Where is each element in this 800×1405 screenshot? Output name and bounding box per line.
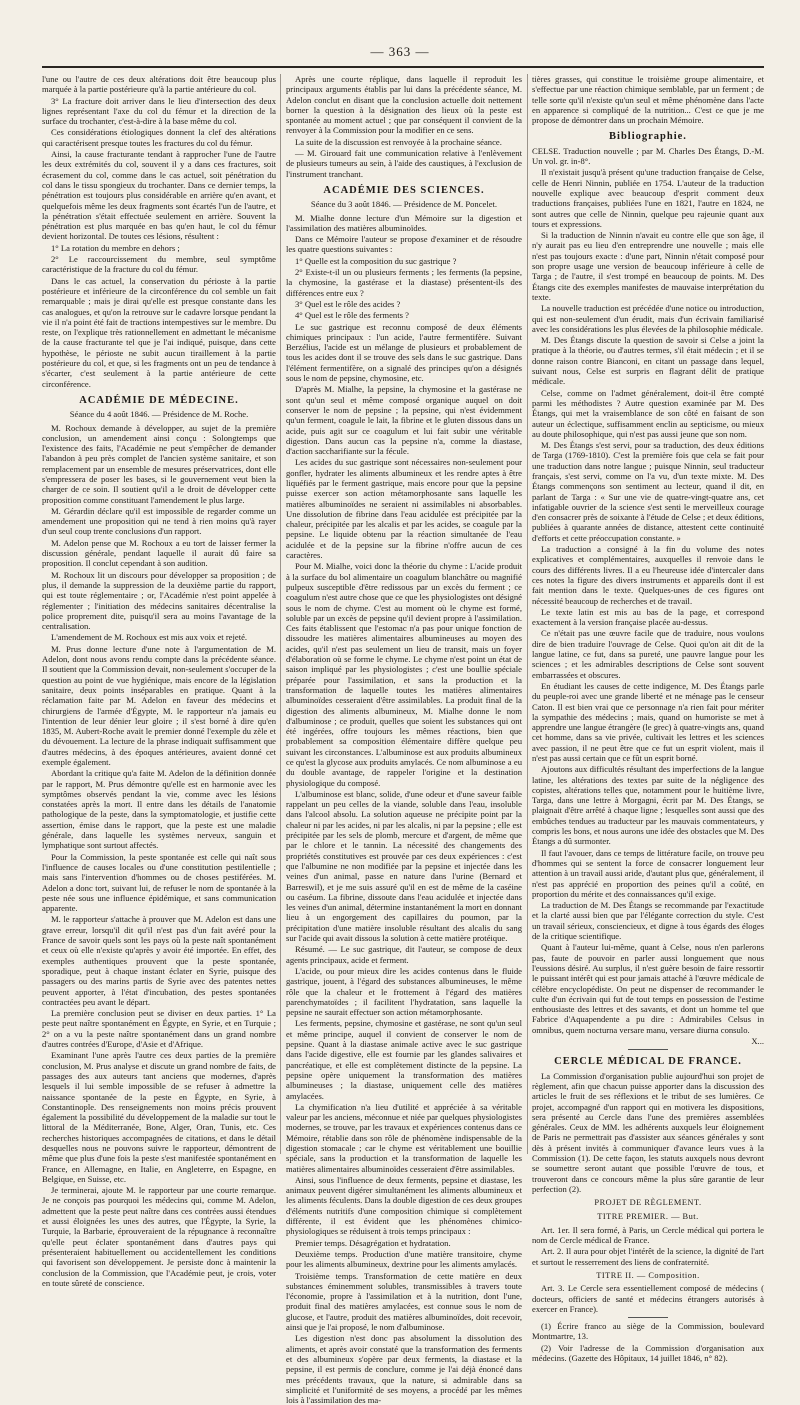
- paragraph: Dans ce Mémoire l'auteur se propose d'examiner et de résoudre les quatre questions suivantes :: [286, 234, 522, 255]
- paragraph: — M. Girouard fait une communication relative à l'enlèvement de plusieurs tumeurs au sein, à l'aide des caustiques, à l'exclusion de l'instrument tranchant.: [286, 148, 522, 179]
- paragraph: 3° La fracture doit arriver dans le lieu d'intersection des deux lignes représentant l'axe du col du fémur et la direction de la surface du trochanter, c'est-à-dire à la base même du col.: [42, 95, 276, 127]
- paragraph: La traduction a consigné à la fin du volume des notes explicatives et complémentaires, auxquelles il renvoie dans le cours des différents livres. Il a eu l'heureuse idée d'intercaler dans ces notes la figure des divers instruments et appareils dont il est fait mention dans le texte. Quelques-unes de ces figures ont nécessité beaucoup de recherches et de travail.: [532, 544, 764, 606]
- paragraph: Premier temps. Désagrégation et hydratation.: [295, 1237, 451, 1248]
- paragraph: Le suc gastrique est reconnu composé de deux éléments chimiques principaux : l'un acide, l'autre fermentifère. Suivant Berzélius, l'acide est un mélange de plusieurs et probablement de tous les acides dont il se trouve des sels dans le suc gastrique. Dans l'élément fermentifère, on a signalé des principes qu'on a désignés sous le nom de pepsine, chymosine, etc.: [286, 321, 522, 384]
- paragraph: Ces considérations étiologiques donnent la clef des altérations qui caractérisent presque toutes les fractures du col du fémur.: [42, 127, 276, 148]
- subsection-heading: PROJET DE RÈGLEMENT.: [594, 1198, 702, 1208]
- paragraph: Les ferments, pepsine, chymosine et gastérase, ne sont qu'un seul et même principe, auquel il convient de conserver le nom de pepsine. Quant à la diastase animale active avec le suc gastrique dans l'acide digestive, elle est fournie par les glandes salivaires et pancréatique, et elle est complètement distincte de la pepsine. La pepsine opère uniquement la transformation des matières albumineuses ; la diastase, uniquement celle des matières amylacées.: [286, 1018, 522, 1101]
- paragraph: Les digestion n'est donc pas absolument la dissolution des aliments, et après avoir constaté que la transformation des ferments et des albumineux s'opère par deux ferments, la diastase et la pepsine, il est permis de conclure, comme je l'ai déjà énoncé dans mes précédents travaux, que la nature, si admirable dans sa simplicité et l'uniformité de ses moyens, a procédé par les mêmes lois à l'assimilation des ma-: [286, 1333, 522, 1405]
- paragraph: La chymification n'a lieu d'utilité et appréciée à sa véritable valeur par les anciens, méconnue et niée par quelques physiologistes modernes, se trouve, par les travaux et expériences contenus dans ce Mémoire, rétablie dans son rôle de phénomène indispensable de la digestion stomacale ; car le chyme est véritablement une bouillie spéciale, sans la production et la transformation de laquelle les matières alimentaires albuminoïdes cesseraient d'être assimilables.: [286, 1101, 522, 1174]
- paragraph: M. Prus donne lecture d'une note à l'argumentation de M. Adelon, dont nous avons rendu compte dans la précédente séance. Il soutient que la Commission devait, non-seulement s'occuper de la question au point de vue hygiénique, mais encore de la législation sanitaire, deux points inséparables en pratique. Quant à la réclamation faite par M. Adelon en faveur des médecins et chirurgiens de l'armée d'Égypte, M. le rapporteur n'a jamais eu l'intention de leur dénier leur gloire ; il s'est borné à dire qu'en 1835, M. Aubert-Roche avait le premier donné l'exemple du zèle et du dévouement. La lecture de la phrase indiquait suffisamment que d'autres médecins, à des époques antérieures, avaient donné cet exemple également.: [42, 643, 277, 767]
- paragraph: Les acides du suc gastrique sont nécessaires non-seulement pour gonfler, hydrater les aliments albumineux et les rendre aptes à être liquéfiés par le ferment gastrique, mais encore pour que la pepsine puisse exercer son action métamorphosante sans laquelle les matières albuminoïdes ne seraient ni assimilables ni absorbables. Une dissolution de fibrine dans l'eau acidulée est précipitée par la chaleur, précipitée par les alcalis et par les acides, se coagule par la pepsine. Le liquide obtenu par la réaction simultanée de l'eau acidulée et de la pepsine sur la fibrine n'offre aucun de ces caractères.: [286, 457, 522, 561]
- column-middle: [286, 74, 522, 1405]
- paragraph: tières grasses, qui constitue le troisième groupe alimentaire, et s'effectue par une réaction chimique semblable, par un ferment ; de telle sorte qu'il n'existe qu'un seul et même phénomène dans l'acte en apparence si compliqué de la nutrition... C'est ce que je me propose de démontrer dans un prochain Mémoire.: [532, 74, 764, 126]
- paragraph: M. Mialhe donne lecture d'un Mémoire sur la digestion et l'assimilation des matières albuminoïdes.: [286, 212, 522, 233]
- paragraph: Ce n'était pas une œuvre facile que de traduire, nous voulons dire de bien traduire l'ouvrage de Celse. Quoi qu'on ait dit de la langue latine, ce fut, dans sa pureté, une pauvre langue pour les sciences ; et les admirables descriptions de Celse sont souvent embarrassées et obscures.: [532, 628, 764, 680]
- paragraph: Ajoutons aux difficultés résultant des imperfections de la langue latine, les altérations des textes par suite de la négligence des copistes, altérations telles que, notamment pour le huitième livre, Targa, dans une lettre à Morgagni, écrit par M. Des Étangs, se plaignait d'être arrêté à chaque ligne ; lesquelles sont aussi que des embûches tendues au traducteur par les mauvais commentateurs, y compris les bons, et nous aurons une idée des obstacles que M. Des Étangs a dû surmonter.: [532, 764, 764, 847]
- paragraph: D'après M. Mialhe, la pepsine, la chymosine et la gastérase ne sont qu'un seul et même composé organique auquel on doit conserver le nom de pepsine ; la pepsine, qui n'est évidemment qu'un ferment, coagule le lait, la fibrine et le gluten dissous dans un acide, puis agit sur ce coagulum et lui fait subir une véritable digestion. Dans aucun cas la pepsine n'a, comme la diastase, d'action saccharifiante sur la fécule.: [286, 384, 522, 457]
- paragraph: 2° Existe-t-il un ou plusieurs ferments ; les ferments (la pepsine, la chymosine, la gastérase et la diastase) présentent-ils des différences entre eux ?: [286, 267, 522, 298]
- paragraph: M. Des Étangs s'est servi, pour sa traduction, des deux éditions de Targa (1769-1810). C'est la première fois que cela se fait pour une traduction dans notre langue ; puisque Ninnin, seul traducteur français, s'est servi, comme on l'a vu, d'un texte mixte. M. Des Étangs commençons son sentiment au lecteur, quand il dit, en parlant de Targa : « Sur une vie de quatre-vingt-quatre ans, cet infatigable ouvrier de la science s'est senti le merveilleux courage d'en consacrer près de soixante à l'étude de Celse ; et deux éditions, publiées à quarante années de distance, attestent cette continuité d'efforts et cette préoccupation constante. »: [532, 440, 764, 543]
- paragraph: M. Gérardin déclare qu'il est impossible de regarder comme un amendement une proposition qui ne tend à rien moins qu'à rayer d'un seul coup trente conclusions d'un rapport.: [42, 505, 276, 537]
- paragraph: La première conclusion peut se diviser en deux parties. 1° La peste peut naître spontanément en Égypte, en Syrie, et en Turquie ; 2° on a vu la peste naître spontanément dans un grand nombre d'autres contrées d'Europe, d'Asie et d'Afrique.: [42, 1008, 276, 1050]
- article: Art. 3. Le Cercle sera essentiellement composé de médecins ( docteurs, officiers de santé et médecins étrangers autorisés à exercer en France).: [532, 1283, 764, 1314]
- footnote: (2) Voir l'adresse de la Commission d'organisation aux médecins. (Gazette des Hôpitaux, 14 juillet 1846, n° 82).: [532, 1342, 764, 1364]
- paragraph: Il faut l'avouer, dans ce temps de littérature facile, on trouve peu d'hommes qui se sentent la force de consacrer longuement leur attention à un travail aussi aride, d'autant plus que, généralement, il n'est pas apprécié en proportion des peines qu'il a coûté, en proportion du mérite et des connaissances qu'il exige.: [532, 847, 764, 899]
- paragraph: M. Adelon pense que M. Rochoux a eu tort de laisser fermer la discussion générale, pendant laquelle il aurait dû faire sa proposition. Il conclut cependant à son audition.: [42, 537, 276, 569]
- session-line: Séance du 4 août 1846. — Présidence de M. Roche.: [69, 409, 249, 420]
- session-line: Séance du 3 août 1846. — Présidence de M. Poncelet.: [310, 199, 498, 210]
- paragraph: L'albuminose est blanc, solide, d'une odeur et d'une saveur faible rappelant un peu celles de la viande, soluble dans l'eau, insoluble dans l'alcool absolu. La solution aqueuse ne précipite point par la chaleur ni par les acides, ni par les alcalis, ni par la pepsine ; elle est précipitée par les sels de plomb, mercure et d'argent, de même que par le chlore et le tannin. La nécessité des changements des propriétés constitutives est prouvée par ces deux expériences : c'est que l'albumine ne non modifiée par la pepsine et injectée dans les veines d'un animal, passe en nature dans l'urine (Bernard et Barreswil), et je me suis assuré qu'il en est de même de la caséine ou caséum. La fibrine, dissoute dans l'eau acidulée et injectée dans les veines d'un animal, détermine instantanément la mort en donnant lieu à un engorgement des capillaires du poumon, par la précipitation d'une matière insoluble résultant des alcalis du sang sur l'acide qui avait dissous la solution à cette matière protéique.: [286, 788, 522, 944]
- article: Art. 1er. Il sera formé, à Paris, un Cercle médical qui portera le nom de Cercle médical de France.: [532, 1224, 764, 1246]
- signature: X...: [751, 1036, 764, 1047]
- column-divider: [280, 74, 281, 1154]
- paragraph: Ainsi, la cause fracturante tendant à rapprocher l'une de l'autre les deux extrémités du col, souvent il y a dans ces fractures, soit écrasement du col, comme dans le cas actuel, soit pénétration du col dans le tissu spongieux du trochanter. Dans ce dernier temps, la pénétration est toujours plus considérable en arrière qu'en avant, et quelquefois même les deux fragments sont écartés l'un de l'autre, et la pénétration s'était effectuée seulement en arrière. Souvent la pénétration est plus marquée en bas qu'en haut, le col du fémur devient horizontal. De toutes ces lésions, résultent :: [42, 149, 276, 242]
- paragraph: Troisième temps. Transformation de cette matière en deux substances éminemment solubles, transmissibles à travers toute l'économie, propre à l'assimilation et à la nutrition, dont l'une, produit final des matières amylacées, est connue sous le nom de glucose, et l'autre, produit des matières albuminoïdes, doit recevoir, ainsi que je l'ai proposé, le nom d'albuminose.: [286, 1270, 522, 1333]
- paragraph: 1° Quelle est la composition du suc gastrique ?: [295, 255, 457, 266]
- paragraph: Quant à l'auteur lui-même, quant à Celse, nous n'en parlerons pas, faute de pouvoir en parler aussi longuement que nous l'eussions désiré. Au surplus, il n'est guère besoin de faire ressortir le puissant intérêt qui est pour jamais attaché à l'œuvre médicale de célèbre encyclopédiste. On peut ne dispenser de recommander le culte d'un écrivain qui fut de tout temps en possession de l'estime enthousiaste des lettres et des savants, et dont un homme tel que Fabrice d'Aquapendente a pu dire : Admirabiles Celsus in omnibus, quem nocturna versare manu, versare diurna consulo.: [532, 942, 764, 1035]
- paragraph: Pour la Commission, la peste spontanée est celle qui naît sous l'influence de causes locales ou d'une constitution pestilentielle ; mais sans l'intervention d'hommes ou de choses pestiférées. M. Adelon a donc tort, suivant lui, de refuser le nom de spontanée à la peste née sous une influence épidémique, et sans communication apparente.: [42, 851, 276, 914]
- paragraph: Pour M. Mialhe, voici donc la théorie du chyme : L'acide produit à la surface du bol alimentaire un coagulum blanchâtre ou magnifié pulpeux susceptible d'être redissous par un excès du ferment ; ce coagulum n'est autre chose que ce que les physiologistes ont désigné sous le nom de chyme. C'est au moment où le chyme est formé, soluble par un excès de pepsine qu'il devient propre à l'assimilation. Ces faits établissent que l'estomac n'a pas pour unique fonction de dissoudre les matières alimentaires albumineuses au moyen des acides, qu'il n'est pas seulement un lieu de transit, mais un foyer d'élaboration où se forme le chyme. Le chyme n'est point un état de saison impliqué par les physiologistes ; c'est une boullie spéciale préparée pour l'assimilation, et sans la production et la transformation de laquelle toutes les matières alimentaires albuminoïdes cesseraient d'être assimilables. La produit final de la digestion des aliments albumineux, M. Mialhe donne le nom d'albuminose ; ce produit, quelles que soient les substances qui ont été ingérées, offre toujours les mêmes réactions, bien que probablement sa composition élémentaire diffère quelque peu suivant les circonstances. L'albuminose est aux produits albumineux ce qu'est la glycose aux produits amylacés. Ce nom albuminose a eu du double avantage, de rappeler l'origine et la destination physiologique du composé.: [286, 561, 522, 788]
- section-heading: ACADÉMIE DES SCIENCES.: [323, 184, 485, 196]
- paragraph: Abordant la critique qu'a faite M. Adelon de la définition donnée par le rapport, M. Prus démontre qu'elle est en harmonie avec les symptômes observés pendant la vie, comme avec les lésions constatées après la mort. Il entre dans les détails de l'anatomie pathologique de la peste, dans la symptomatologie, et justifie cette assertion, émise dans le rapport, que la peste est une maladie générale, dans laquelle les systèmes nerveux, sanguin et lymphatique sont surtout affectés.: [42, 768, 276, 851]
- paragraph: 2° Le raccourcissement du membre, seul symptôme caractéristique de la fracture du col du fémur.: [42, 254, 276, 275]
- divider: [628, 1317, 668, 1318]
- paragraph: 1° La rotation du membre en dehors ;: [51, 242, 180, 253]
- page-number: — 363 —: [370, 44, 430, 59]
- paragraph: La traduction de M. Des Étangs se recommande par l'exactitude et la clarté aussi bien que par l'élégante correction du style. C'est un travail sérieux, consciencieux, et digne à tous égards des éloges de la critique scientifique.: [532, 900, 764, 942]
- section-heading: ACADÉMIE DE MÉDECINE.: [79, 394, 239, 406]
- column-divider: [527, 74, 528, 1154]
- paragraph: Il n'existait jusqu'à présent qu'une traduction française de Celse, celle de Henri Ninnin, publiée en 1754. L'auteur de la traduction nouvelle explique avec beaucoup d'esprit comment deux traductions françaises, publiées l'une en 1821, l'autre en 1824, ne sont autres que celle de Ninnin, quelque peu rajeunie quant aux tours et expressions.: [532, 167, 764, 229]
- column-left: [42, 74, 277, 1288]
- paragraph: M. Des Étangs discute la question de savoir si Celse a joint la pratique à la théorie, ou d'autres termes, s'il était médecin ; et il se donne raison contre Bianconi, en citant un passage dans lequel, suivant nous, Celse est surpris en flagrant délit de pratique médicale.: [532, 335, 764, 387]
- paragraph: Je terminerai, ajoute M. le rapporteur par une courte remarque. Je ne conçois pas pourquoi les médecins qui, comme M. Adelon, admettent que la peste peut naître dans ces contrées aussi étendues et aussi éloignées les unes des autres, que l'Égypte, la Syrie, la Turquie, la Barbarie, éprouveraient de la répugnance à reconnaître qu'elle peut éclater spontanément dans d'autres pays qui présenteraient habituellement ou accidentellement les conditions qui favorisent son développement. Je persiste donc à maintenir la conclusion de la Commission, que l'Académie peut, je crois, voter en toute sûreté de conscience.: [42, 1185, 276, 1288]
- paragraph: Le texte latin est mis au bas de la page, et correspond exactement à la version française placée au-dessus.: [532, 606, 764, 628]
- paragraph: Après une courte réplique, dans laquelle il reproduit les principaux arguments établis par lui dans la précédente séance, M. Adelon conclut en disant que la conclusion actuelle doit nettement borner la question à la désignation des lieux où la peste est spontanée au moment actuel ; que par conséquent il convient de la renvoyer à la Commission pour la modifier en ce sens.: [286, 74, 522, 136]
- paragraph: 4° Quel est le rôle des ferments ?: [295, 310, 409, 321]
- footnote: (1) Écrire franco au siège de la Commission, boulevard Montmartre, 13.: [532, 1321, 764, 1342]
- book-reference: CELSE. Traduction nouvelle ; par M. Charles Des Étangs, D.-M. Un vol. gr. in-8°.: [532, 145, 764, 167]
- paragraph: Dans le cas actuel, la conservation du périoste à la partie postérieure et inférieure de la circonférence du col semble un fait remarquable ; mais je dirai qu'elle est presque constante dans les cas analogues, et qu'on la retrouve sur le cadavre lorsque pendant la vie il n'a point été fait de tractions intempestives sur le membre. Du reste, on l'explique très rationnellement en admettant le mécanisme de la cause fracturante tel que je l'ai indiqué, puisque, dans cette hypothèse, le périoste ne subit aucun tiraillement à la partie postérieure du col, et que, si les fragments ont un peu de tendance à s'écarter, c'est seulement à la partie antérieure de cette circonférence.: [42, 275, 276, 389]
- paragraph: M. Rochoux lit un discours pour développer sa proposition ; de plus, il demande la suppression de la deuxième partie du rapport, qui est toute réglementaire ; or, l'Académie n'est point appelée à réglementer ; l'initiation des médecins sanitaires décentralise la police proprement dite, puisqu'il sera au moins l'avantage de la centralisation.: [42, 569, 276, 632]
- paragraph: La suite de la discussion est renvoyée à la prochaine séance.: [295, 136, 502, 147]
- column-right: [532, 74, 764, 1364]
- article: Art. 2. Il aura pour objet l'intérêt de la science, la dignité de l'art et surtout le resserrement des liens de confraternité.: [532, 1246, 764, 1267]
- paragraph: M. le rapporteur s'attache à prouver que M. Adelon est dans une grave erreur, lorsqu'il dit qu'il n'est pas d'un fait avéré pour la France de savoir quels sont les pays où la peste naît spontanément et ceux où elle n'existe qu'après y avoir été importée. En effet, des exemples authentiques prouvent que la peste spontanée, sporadique, peut à chaque instant éclater en Syrie, puisque des passagers ou des marins partis de Syrie avec des patentes nettes peuvent apporter, à l'état d'incubation, des pestes spontanées contractées peu avant le départ.: [42, 914, 276, 1007]
- section-heading: CERCLE MÉDICAL DE FRANCE.: [554, 1056, 742, 1068]
- paragraph: 3° Quel est le rôle des acides ?: [295, 298, 401, 309]
- paragraph: En étudiant les causes de cette indigence, M. Des Étangs parle du peuple-roi avec une grande liberté et ne ménage pas le censeur Caton. Il est bien vrai que ce personnage n'a rien fait pour mériter la sympathie des médecins ; mais, quand on humoriste se met à apprendre une langue étrangère (le grec) à quatre-vingts ans, quand cet homme, dans sa vie privée, cultivait les lettres et les sciences avec passion, il ne peut être que ce fut un esprit violent, mais il n'est pas aussi certain que ce fût un esprit borné.: [532, 680, 764, 763]
- divider: [628, 1049, 668, 1050]
- paragraph: Examinant l'une après l'autre ces deux parties de la première conclusion, M. Prus analyse et discute un grand nombre de faits, de passages des aux auteurs tant anciens que modernes, d'après lesquels il lui semble impossible de se refuser à admettre la naissance spontanée de la peste en Égypte, en Syrie, à Constantinople. Des renseignements non moins précis prouvent également la possibilité du développement de la maladie sur tout le littoral de la Méditerranée, Bone, Alger, Oran, Tunis, etc. Ces recherches historiques accompagnées de citations, et dans le détail desquelles nous ne pouvons suivre le rapporteur, démontrent de même que plus d'une fois la peste s'est manifestée spontanément en France, en Allemagne, en Italie, en Angleterre, en Espagne, en Belgique, en Suisse, etc.: [42, 1050, 276, 1184]
- paragraph: M. Rochoux demande à développer, au sujet de la première conclusion, un amendement ainsi conçu : Solongtemps que l'existence des faits, l'Académie ne peut s'empêcher de demander l'abandon à peu près complet de l'ancien système sanitaire, et son remplacement par un ensemble de mesures préservatrices, dont elle s'empressera de poser les bases, si le gouvernement veut bien la charger de ce soin. Il soutient qu'il a le droit de développer cette proposition comme constituant l'amendement le plus large.: [42, 422, 276, 505]
- section-heading: Bibliographie.: [609, 131, 687, 143]
- paragraph: Ainsi, sous l'influence de deux ferments, pepsine et diastase, les animaux peuvent digérer simultanément les aliments albumineux et les aliments féculents. Dans la double digestion de ces deux groupes d'éléments nutritifs d'une composition chimique si complètement différente, il est évident que les phénomènes chimico-physiologiques se réduisent à trois temps principaux :: [286, 1174, 522, 1237]
- title-heading: TITRE PREMIER. — But.: [597, 1212, 699, 1222]
- paragraph: L'acide, ou pour mieux dire les acides contenus dans le fluide gastrique, jouent, à l'égard des substances albumineuses, le même rôle que la chaleur et le frottement à l'égard des matières parenchymatoïdes ; il facilitent l'hydratation, sans laquelle la pepsine ne saurait effectuer son action métamorphosante.: [286, 965, 522, 1018]
- paragraph: Celse, comme on l'admet généralement, doit-il être compté parmi les méthodistes ? Autre question examinée par M. Des Étangs, qui met la vraisemblance de son côté en faisant de son auteur un éclectique, suffisamment enclin au septicisme, ou mieux au doute philosophique, qui n'est pas aussi jeune que son nom.: [532, 387, 764, 439]
- title-heading: TITRE II. — Composition.: [596, 1270, 700, 1280]
- paragraph: l'une ou l'autre de ces deux altérations doit être beaucoup plus marquée à la partie postérieure qu'à la partie antérieure du col.: [42, 74, 276, 95]
- paragraph: La Commission d'organisation publie aujourd'hui son projet de règlement, afin que chacun puisse apporter dans la discussion des articles le fruit de ses réflexions et le tribut de ses lumières. Ce projet, accompagné d'un rapport qui en motivera les dispositions, sera présenté au Cercle dans l'une des premières assemblées générales. Ceux de MM. les adhérents auxquels leur éloignement de Paris ne permettrait pas d'assister aux séances générales y sont dès à présent invités à communiquer d'avance leurs vues à la Commission (1). De cette façon, les statuts auxquels nous devront se soumettre seront autant que possible l'œuvre de tous, et trouveront dans ce concours même la plus sûre garantie de leur perfection (2).: [532, 1070, 764, 1194]
- paragraph: L'amendement de M. Rochoux est mis aux voix et rejeté.: [51, 632, 248, 643]
- paragraph: La nouvelle traduction est précédée d'une notice ou introduction, qui est non-seulement d'un érudit, mais d'un écrivain familiarisé avec les considérations les plus élevées de la philosophie médicale.: [532, 303, 764, 334]
- header-rule: [42, 66, 764, 68]
- paragraph: Deuxième temps. Production d'une matière transitoire, chyme pour les aliments albumineux, dextrine pour les aliments amylacés.: [286, 1248, 522, 1270]
- paragraph: Résumé. — Le suc gastrique, dit l'auteur, se compose de deux agents principaux, acide et ferment.: [286, 944, 522, 965]
- paragraph: Si la traduction de Ninnin n'avait eu contre elle que son âge, il n'y aurait pas eu lieu d'en entreprendre une nouvelle ; mais elle n'est pas toujours exacte : d'une part, Ninnin n'était composé pour son propre usage une version de beaucoup inférieure à celle de Targa ; de l'autre, il s'est trompé en beaucoup de points. M. Des Étangs cite des exemples manifestes de mauvaise interprétation du texte.: [532, 230, 764, 302]
